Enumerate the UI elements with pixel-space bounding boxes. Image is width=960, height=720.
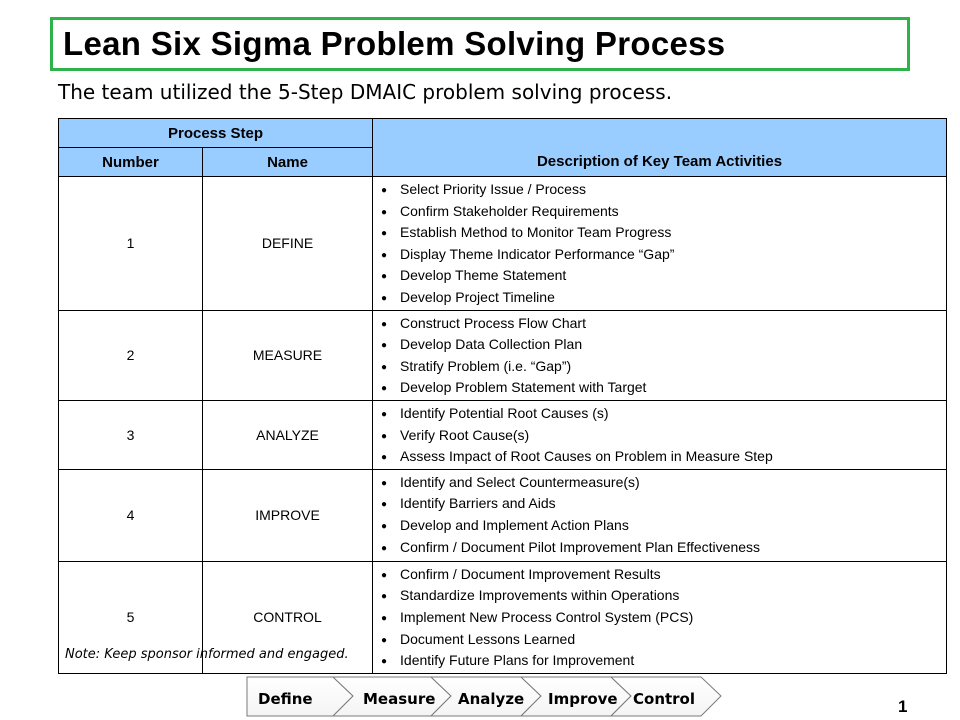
header-number: Number bbox=[59, 148, 203, 177]
subtitle: The team utilized the 5-Step DMAIC problem solving process. bbox=[58, 80, 673, 104]
activity-list bbox=[373, 565, 946, 673]
step-name: DEFINE bbox=[203, 177, 373, 311]
list-item: ● Develop and Implement Action Plans bbox=[381, 516, 946, 538]
list-item: ● Identify Potential Root Causes (s) bbox=[381, 404, 946, 426]
flow-step-analyze: Analyze bbox=[458, 690, 525, 708]
list-item: ● Develop Theme Statement bbox=[381, 266, 946, 288]
step-number: 5 bbox=[59, 561, 203, 673]
list-item: ● Confirm / Document Pilot Improvement Plan Effectiveness bbox=[381, 538, 946, 560]
step-activities bbox=[373, 469, 947, 561]
list-item: ● Develop Data Collection Plan bbox=[381, 335, 946, 357]
list-item: ● Develop Problem Statement with Target bbox=[381, 378, 946, 400]
step-name: CONTROL bbox=[203, 561, 373, 673]
step-activities bbox=[373, 310, 947, 400]
list-item: ● Confirm Stakeholder Requirements bbox=[381, 202, 946, 224]
flow-step-control: Control bbox=[633, 690, 696, 708]
list-item: ● Standardize Improvements within Operations bbox=[381, 586, 946, 608]
list-item: ● Document Lessons Learned bbox=[381, 630, 946, 652]
header-description: Description of Key Team Activities bbox=[373, 119, 947, 177]
table-row bbox=[59, 310, 947, 400]
flow-step-measure: Measure bbox=[363, 690, 436, 708]
step-name: MEASURE bbox=[203, 310, 373, 400]
page-title: Lean Six Sigma Problem Solving Process bbox=[63, 25, 726, 62]
table-body bbox=[59, 177, 947, 674]
step-number: 1 bbox=[59, 177, 203, 311]
step-activities bbox=[373, 561, 947, 673]
page-number: 1 bbox=[898, 697, 908, 716]
step-number: 2 bbox=[59, 310, 203, 400]
flow-step-improve: Improve bbox=[548, 690, 618, 708]
list-item: ● Select Priority Issue / Process bbox=[381, 180, 946, 202]
list-item: ● Identify Future Plans for Improvement bbox=[381, 651, 946, 673]
title-box bbox=[50, 17, 910, 71]
list-item: ● Identify Barriers and Aids bbox=[381, 494, 946, 516]
step-activities bbox=[373, 400, 947, 469]
table-row bbox=[59, 400, 947, 469]
step-activities bbox=[373, 177, 947, 311]
list-item: ● Verify Root Cause(s) bbox=[381, 426, 946, 448]
list-item: ● Identify and Select Countermeasure(s) bbox=[381, 473, 946, 495]
note: Note: Keep sponsor informed and engaged. bbox=[65, 647, 349, 662]
list-item: ● Develop Project Timeline bbox=[381, 288, 946, 310]
list-item: ● Stratify Problem (i.e. “Gap”) bbox=[381, 357, 946, 379]
step-number: 4 bbox=[59, 469, 203, 561]
step-name: IMPROVE bbox=[203, 469, 373, 561]
list-item: ● Assess Impact of Root Causes on Problem in Measure Step bbox=[381, 447, 946, 469]
step-name: ANALYZE bbox=[203, 400, 373, 469]
dmaic-table bbox=[58, 118, 947, 674]
step-number: 3 bbox=[59, 400, 203, 469]
activity-list bbox=[373, 473, 946, 559]
header-name: Name bbox=[203, 148, 373, 177]
list-item: ● Establish Method to Monitor Team Progress bbox=[381, 223, 946, 245]
list-item: ● Implement New Process Control System (PCS) bbox=[381, 608, 946, 630]
header-process-step: Process Step bbox=[59, 119, 373, 148]
table-row bbox=[59, 177, 947, 311]
flow-step-define: Define bbox=[258, 690, 313, 708]
activity-list bbox=[373, 314, 946, 400]
activity-list bbox=[373, 180, 946, 310]
table-row bbox=[59, 469, 947, 561]
list-item: ● Display Theme Indicator Performance “Gap” bbox=[381, 245, 946, 267]
activity-list bbox=[373, 404, 946, 469]
list-item: ● Construct Process Flow Chart bbox=[381, 314, 946, 336]
list-item: ● Confirm / Document Improvement Results bbox=[381, 565, 946, 587]
